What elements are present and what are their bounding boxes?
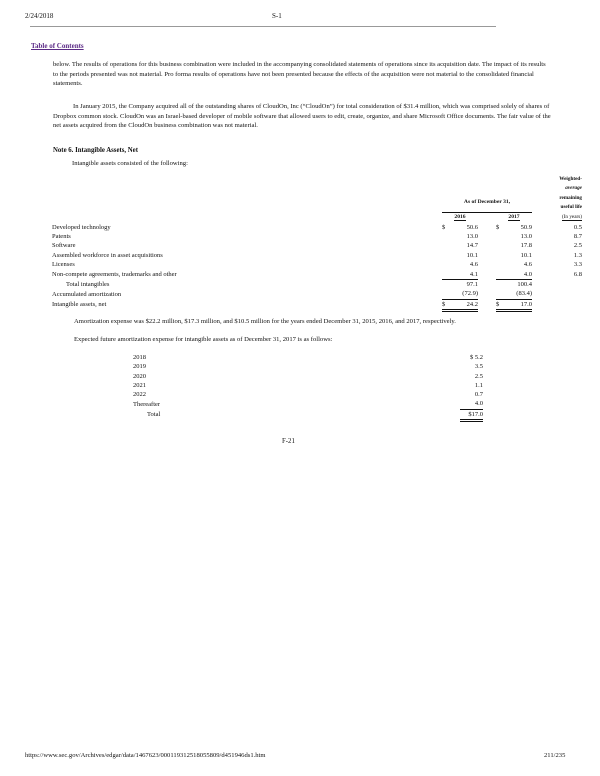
table-row: Patents 13.0 13.0 8.7 [52, 232, 582, 240]
table-row: Software 14.7 17.8 2.5 [52, 242, 582, 250]
table-row: Licenses 4.6 4.6 3.3 [52, 261, 582, 269]
total-row: Total $17.0 [133, 409, 483, 420]
table-row: Developed technology $ 50.6 $ 50.9 0.5 [52, 223, 582, 231]
total-row: Total intangibles 97.1 100.4 [66, 280, 532, 288]
future-amortization-table [133, 353, 483, 422]
amortization-expense-paragraph: Amortization expense was $22.2 million, $17.3 million, and $10.5 million for the years ended December 31, 2015, 2016, and 2017, respectively. [74, 318, 456, 325]
future-amortization-intro: Expected future amortization expense for intangible assets as of December 31, 2017 is as follows: [74, 336, 333, 343]
page-number: F-21 [282, 438, 295, 445]
table-row: 2020 2.5 [133, 372, 483, 380]
footer-page-count: 211/235 [544, 752, 566, 759]
col-header-2017: 2017 [508, 214, 520, 221]
col-header-2016: 2016 [454, 214, 466, 221]
table-row: 2022 0.7 [133, 391, 483, 399]
table-row: Non-compete agreements, trademarks and other 4.1 4.0 6.8 [52, 270, 582, 278]
amortization-row: Accumulated amortization (72.9) (83.4) [52, 290, 532, 298]
cloudon-paragraph [53, 102, 551, 131]
cloudon-paragraph-text: In January 2015, the Company acquired all of the outstanding shares of CloudOn, Inc (“CloudOn”) for total consideration of $31.4 million, which was comprised solely of shares of Dropbox common stock. CloudOn was an Israel-based developer of mobile software that allowed users to edit, create, organize, and share Microsoft Office documents. The fair value of the net assets acquired from the CloudOn business combination was not material. [53, 103, 551, 130]
useful-life-unit: (In years) [561, 213, 582, 220]
table-row: Thereafter 4.0 [133, 400, 483, 408]
note-heading: Note 6. Intangible Assets, Net [53, 147, 138, 154]
table-row: 2019 3.5 [133, 363, 483, 371]
intangibles-intro: Intangible assets consisted of the following: [72, 160, 188, 167]
header-divider [30, 26, 496, 27]
footer-url: https://www.sec.gov/Archives/edgar/data/1467623/000119312518055809/d451946ds1.htm [25, 752, 266, 759]
table-of-contents-link[interactable]: Table of Contents [31, 42, 84, 50]
document-title: S-1 [272, 12, 282, 20]
print-date: 2/24/2018 [25, 12, 54, 20]
table-row: 2018 $ 5.2 [133, 354, 483, 361]
as-of-header: As of December 31, [442, 193, 532, 212]
acquisition-results-paragraph: below. The results of operations for this business combination were included in the accompanying consolidated statements of operations since its acquisition date. The impact of its results to the periods presented was not material. Pro forma results of operations have not been presented because the effects of the acquisition were not material to the consolidated financial statements. [53, 61, 546, 88]
weighted-average-header: Weighted- average remaining useful life [559, 176, 582, 211]
net-row: Intangible assets, net $ 24.2 $ 17.0 [52, 299, 582, 310]
intangible-assets-table [52, 175, 582, 312]
table-row: 2021 1.1 [133, 381, 483, 389]
table-row: Assembled workforce in asset acquisitions 10.1 10.1 1.3 [52, 251, 582, 259]
